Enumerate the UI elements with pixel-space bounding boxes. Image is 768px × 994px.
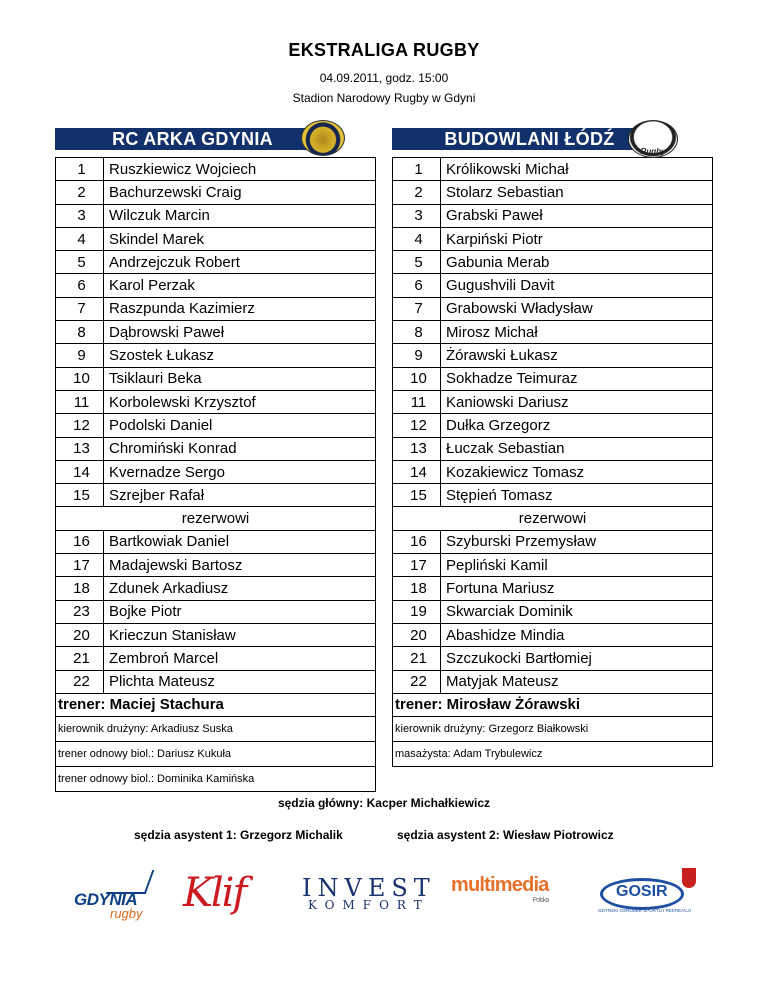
coach-row <box>393 693 713 716</box>
jersey-number: 21 <box>56 647 104 670</box>
team-header <box>55 125 376 151</box>
jersey-number: 9 <box>56 344 104 367</box>
player-name: Abashidze Mindia <box>441 623 713 646</box>
player-row <box>56 274 376 297</box>
coach-row <box>56 693 376 716</box>
player-row <box>393 437 713 460</box>
player-row <box>56 204 376 227</box>
jersey-number: 5 <box>393 251 441 274</box>
player-name: Kvernadze Sergo <box>104 460 376 483</box>
jersey-number: 22 <box>56 670 104 693</box>
player-row <box>56 227 376 250</box>
player-row <box>393 530 713 553</box>
assistant-referee-1: sędzia asystent 1: Grzegorz Michalik <box>134 828 343 842</box>
player-name: Wilczuk Marcin <box>104 204 376 227</box>
jersey-number: 16 <box>393 530 441 553</box>
multimedia-logo <box>451 874 549 904</box>
jersey-number: 9 <box>393 344 441 367</box>
player-name: Stępień Tomasz <box>441 484 713 507</box>
player-name: Korbolewski Krzysztof <box>104 390 376 413</box>
player-name: Stolarz Sebastian <box>441 181 713 204</box>
jersey-number: 1 <box>56 158 104 181</box>
staff-row <box>56 717 376 742</box>
logo-text: KOMFORT <box>308 898 430 912</box>
player-row <box>393 460 713 483</box>
staff-member: kierownik drużyny: Grzegorz Białkowski <box>393 717 713 742</box>
jersey-number: 22 <box>393 670 441 693</box>
jersey-number: 12 <box>393 414 441 437</box>
player-name: Krieczun Stanisław <box>104 623 376 646</box>
player-name: Zdunek Arkadiusz <box>104 577 376 600</box>
player-name: Madajewski Bartosz <box>104 554 376 577</box>
player-row <box>56 647 376 670</box>
player-name: Ruszkiewicz Wojciech <box>104 158 376 181</box>
player-row <box>393 181 713 204</box>
team-header <box>392 125 713 156</box>
player-row <box>393 647 713 670</box>
logo-text: GOSIR <box>616 883 668 900</box>
head-coach: trener: Mirosław Żórawski <box>393 693 713 716</box>
player-name: Skindel Marek <box>104 227 376 250</box>
staff-row <box>56 767 376 792</box>
player-name: Dułka Grzegorz <box>441 414 713 437</box>
player-row <box>393 204 713 227</box>
reserves-header-row <box>393 507 713 530</box>
player-row <box>393 554 713 577</box>
player-name: Dąbrowski Paweł <box>104 321 376 344</box>
klif-logo: Klif <box>183 870 246 916</box>
player-row <box>56 554 376 577</box>
player-row <box>56 414 376 437</box>
jersey-number: 10 <box>393 367 441 390</box>
player-row <box>56 158 376 181</box>
jersey-number: 5 <box>56 251 104 274</box>
player-row <box>56 251 376 274</box>
city-crest-icon <box>682 868 696 888</box>
jersey-number: 16 <box>56 530 104 553</box>
player-name: Łuczak Sebastian <box>441 437 713 460</box>
player-row <box>393 251 713 274</box>
player-name: Plichta Mateusz <box>104 670 376 693</box>
staff-member: trener odnowy biol.: Dominika Kamińska <box>56 767 376 792</box>
player-row <box>393 484 713 507</box>
jersey-number: 7 <box>393 297 441 320</box>
player-name: Matyjak Mateusz <box>441 670 713 693</box>
jersey-number: 18 <box>393 577 441 600</box>
roster-table <box>392 157 713 767</box>
player-name: Zembroń Marcel <box>104 647 376 670</box>
player-name: Bartkowiak Daniel <box>104 530 376 553</box>
main-referee: sędzia główny: Kacper Michałkiewicz <box>277 796 491 810</box>
reserves-header-row <box>56 507 376 530</box>
player-name: Andrzejczuk Robert <box>104 251 376 274</box>
staff-row <box>393 742 713 767</box>
player-row <box>56 623 376 646</box>
jersey-number: 11 <box>56 390 104 413</box>
player-name: Raszpunda Kazimierz <box>104 297 376 320</box>
player-row <box>56 321 376 344</box>
logo-text: GDYNIA <box>74 890 138 909</box>
team-name: BUDOWLANI ŁÓDŹ <box>392 128 667 150</box>
player-row <box>393 227 713 250</box>
player-name: Sokhadze Teimuraz <box>441 367 713 390</box>
jersey-number: 11 <box>393 390 441 413</box>
player-name: Grabski Paweł <box>441 204 713 227</box>
jersey-number: 17 <box>56 554 104 577</box>
player-row <box>56 460 376 483</box>
player-name: Karol Perzak <box>104 274 376 297</box>
player-name: Bachurzewski Craig <box>104 181 376 204</box>
player-name: Gugushvili Davit <box>441 274 713 297</box>
player-row <box>393 414 713 437</box>
staff-row <box>56 742 376 767</box>
player-name: Szostek Łukasz <box>104 344 376 367</box>
player-name: Królikowski Michał <box>441 158 713 181</box>
player-row <box>393 577 713 600</box>
team-crest-icon <box>628 120 678 158</box>
logo-text: INVEST <box>302 874 436 902</box>
player-row <box>393 623 713 646</box>
player-name: Grabowski Władysław <box>441 297 713 320</box>
player-row <box>56 181 376 204</box>
jersey-number: 7 <box>56 297 104 320</box>
logo-text: multimedia <box>451 874 549 896</box>
player-row <box>56 484 376 507</box>
player-row <box>393 670 713 693</box>
jersey-number: 13 <box>393 437 441 460</box>
player-name: Szczukocki Bartłomiej <box>441 647 713 670</box>
player-row <box>393 158 713 181</box>
jersey-number: 21 <box>393 647 441 670</box>
player-row <box>56 390 376 413</box>
jersey-number: 4 <box>56 227 104 250</box>
match-date: 04.09.2011, godz. 15:00 <box>319 71 449 85</box>
jersey-number: 14 <box>393 460 441 483</box>
jersey-number: 14 <box>56 460 104 483</box>
jersey-number: 17 <box>393 554 441 577</box>
player-row <box>56 344 376 367</box>
gosir-logo <box>598 868 702 916</box>
player-name: Żórawski Łukasz <box>441 344 713 367</box>
jersey-number: 8 <box>393 321 441 344</box>
player-name: Tsiklauri Beka <box>104 367 376 390</box>
team-name: RC ARKA GDYNIA <box>55 128 330 150</box>
player-row <box>56 437 376 460</box>
jersey-number: 15 <box>393 484 441 507</box>
player-name: Skwarciak Dominik <box>441 600 713 623</box>
player-name: Szyburski Przemysław <box>441 530 713 553</box>
jersey-number: 20 <box>393 623 441 646</box>
player-name: Kaniowski Dariusz <box>441 390 713 413</box>
player-row <box>393 600 713 623</box>
jersey-number: 3 <box>56 204 104 227</box>
staff-member: masażysta: Adam Trybulewicz <box>393 742 713 767</box>
team-crest-icon <box>301 120 345 156</box>
jersey-number: 6 <box>393 274 441 297</box>
player-row <box>56 577 376 600</box>
jersey-number: 6 <box>56 274 104 297</box>
player-row <box>56 297 376 320</box>
team-panel-home <box>55 125 376 792</box>
jersey-number: 23 <box>56 600 104 623</box>
player-row <box>393 390 713 413</box>
player-row <box>393 344 713 367</box>
player-name: Fortuna Mariusz <box>441 577 713 600</box>
assistant-referee-2: sędzia asystent 2: Wiesław Piotrowicz <box>397 828 614 842</box>
logo-subtext: GDYNSKI OSRODEK SPORTU I REKREACJI <box>598 908 691 913</box>
jersey-number: 8 <box>56 321 104 344</box>
player-name: Gabunia Merab <box>441 251 713 274</box>
staff-member: kierownik drużyny: Arkadiusz Suska <box>56 717 376 742</box>
jersey-number: 15 <box>56 484 104 507</box>
player-name: Szrejber Rafał <box>104 484 376 507</box>
player-name: Mirosz Michał <box>441 321 713 344</box>
player-row <box>56 600 376 623</box>
player-row <box>56 530 376 553</box>
player-row <box>56 670 376 693</box>
invest-komfort-logo <box>302 874 436 912</box>
player-name: Podolski Daniel <box>104 414 376 437</box>
logo-subtext: Polska <box>532 897 549 904</box>
team-panel-away <box>392 125 713 767</box>
reserves-label: rezerwowi <box>393 507 713 530</box>
jersey-number: 20 <box>56 623 104 646</box>
jersey-number: 2 <box>56 181 104 204</box>
jersey-number: 13 <box>56 437 104 460</box>
reserves-label: rezerwowi <box>56 507 376 530</box>
jersey-number: 1 <box>393 158 441 181</box>
jersey-number: 2 <box>393 181 441 204</box>
player-row <box>393 321 713 344</box>
gdynia-rugby-logo <box>72 868 164 920</box>
head-coach: trener: Maciej Stachura <box>56 693 376 716</box>
staff-row <box>393 717 713 742</box>
jersey-number: 10 <box>56 367 104 390</box>
player-name: Kozakiewicz Tomasz <box>441 460 713 483</box>
match-venue: Stadion Narodowy Rugby w Gdyni <box>292 91 476 105</box>
player-row <box>393 274 713 297</box>
player-row <box>393 297 713 320</box>
jersey-number: 18 <box>56 577 104 600</box>
logo-text: rugby <box>110 906 143 921</box>
player-name: Chromiński Konrad <box>104 437 376 460</box>
player-name: Pepliński Kamil <box>441 554 713 577</box>
staff-member: trener odnowy biol.: Dariusz Kukuła <box>56 742 376 767</box>
page-title: EKSTRALIGA RUGBY <box>288 40 480 60</box>
player-row <box>393 367 713 390</box>
crest-text: Rugby <box>640 147 666 156</box>
jersey-number: 19 <box>393 600 441 623</box>
roster-table <box>55 157 376 792</box>
player-row <box>56 367 376 390</box>
jersey-number: 3 <box>393 204 441 227</box>
player-name: Karpiński Piotr <box>441 227 713 250</box>
jersey-number: 12 <box>56 414 104 437</box>
player-name: Bojke Piotr <box>104 600 376 623</box>
jersey-number: 4 <box>393 227 441 250</box>
